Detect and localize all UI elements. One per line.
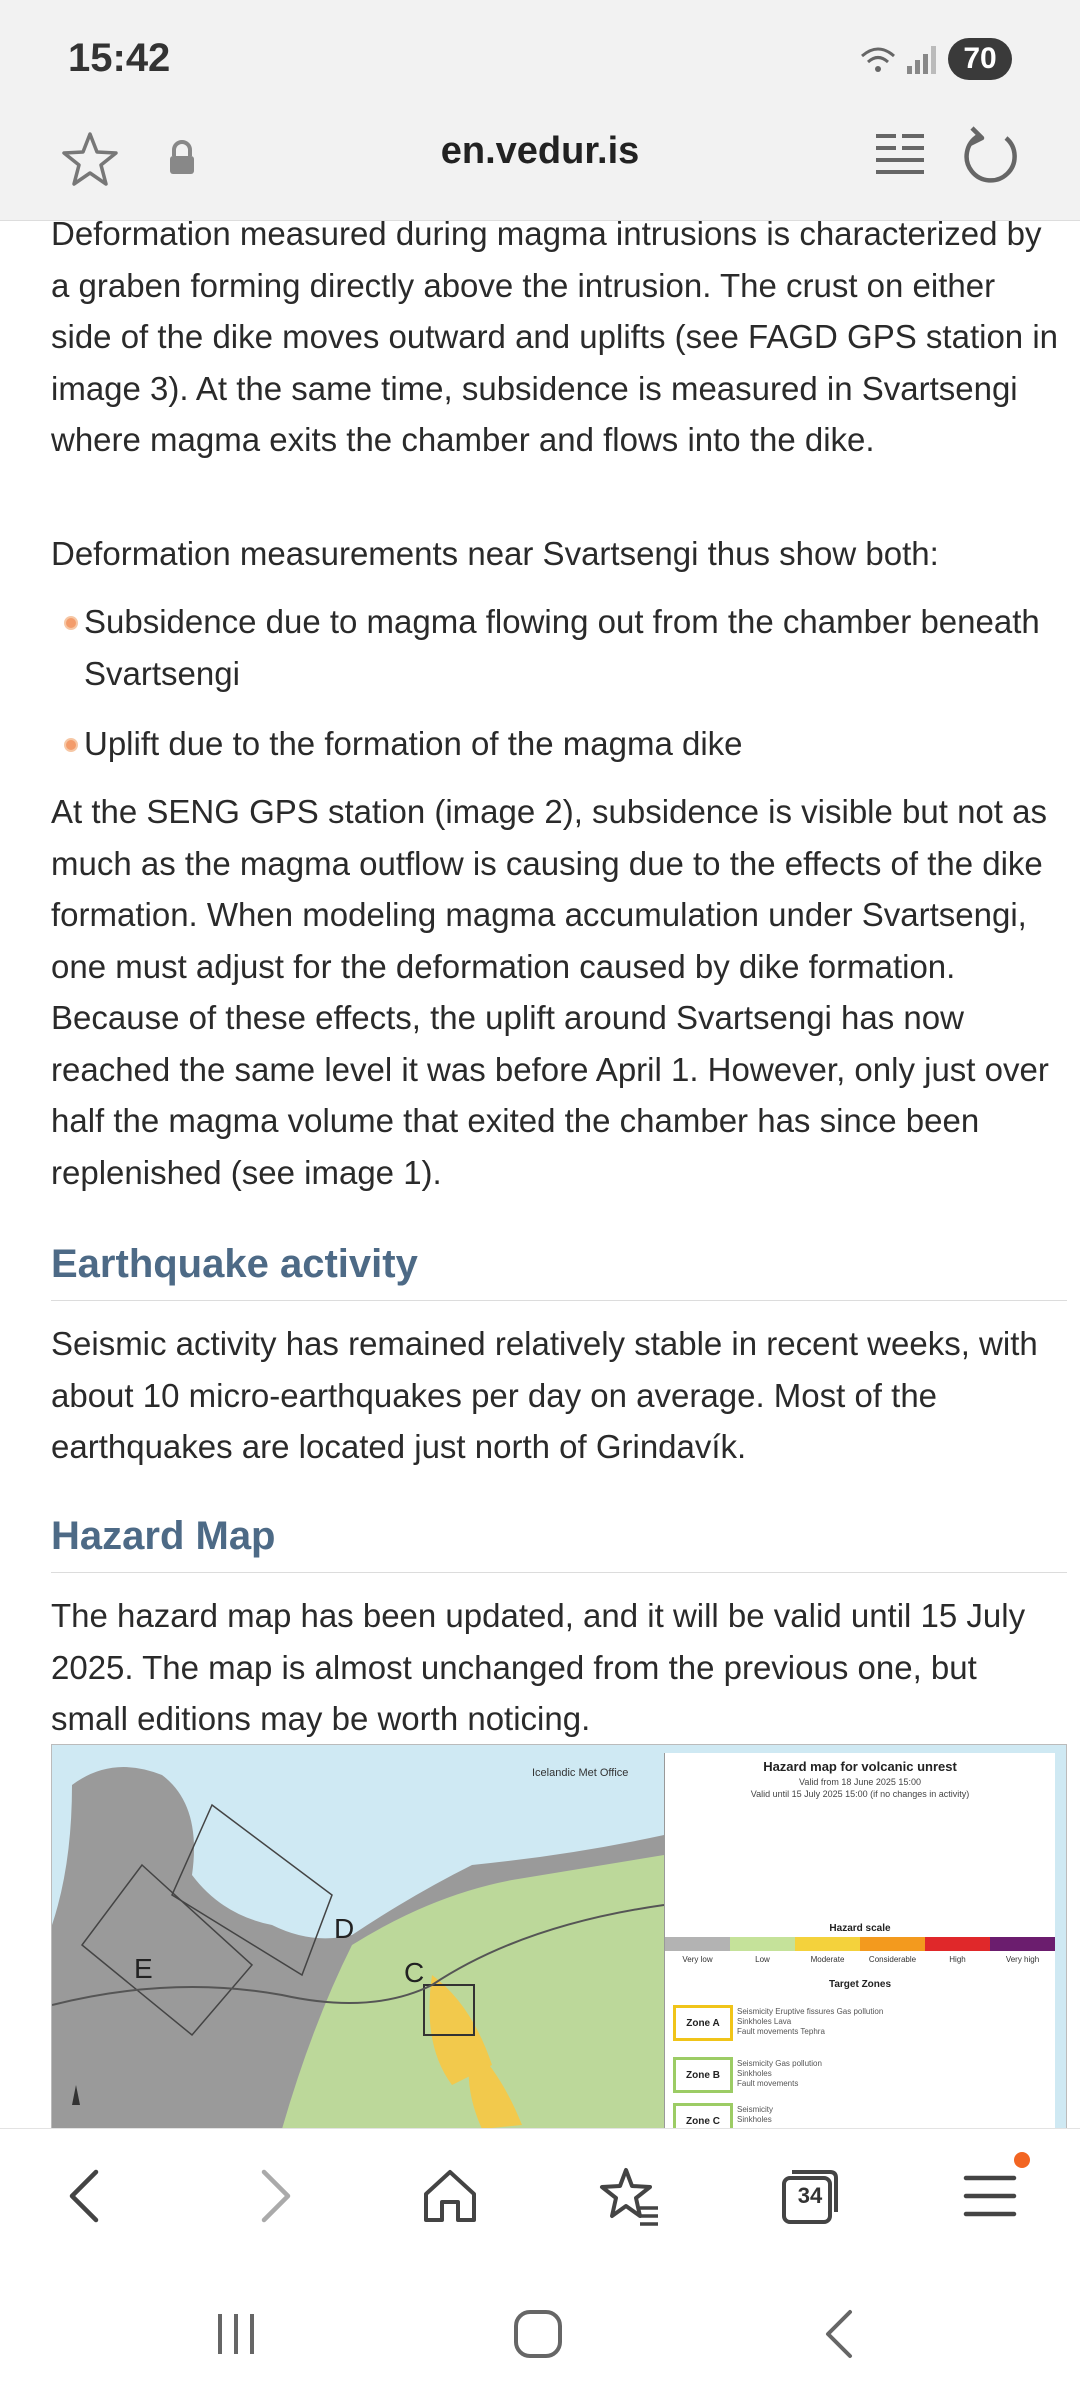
map-label-c: C: [404, 1957, 425, 1988]
home-nav-icon[interactable]: [508, 2304, 568, 2364]
back-icon[interactable]: [56, 2164, 120, 2228]
hazard-scale-label: High: [949, 1955, 966, 1964]
hazard-scale-label: Moderate: [810, 1955, 845, 1964]
zone-a-box: Zone A: [673, 2005, 733, 2041]
zone-c-text: Seismicity Sinkholes: [737, 2105, 774, 2124]
lock-icon[interactable]: [162, 138, 202, 178]
signal-icon: [905, 42, 941, 76]
paragraph-seismic: Seismic activity has remained relatively stable in recent weeks, with about 10 micro-earthquakes per day on average. Most of the earthquakes are located just north of Grindavík.: [51, 1325, 1038, 1465]
zone-b-text: Seismicity Gas pollution Sinkholes Fault movements: [737, 2059, 822, 2088]
tabs-count: 34: [797, 2183, 823, 2208]
hazard-scale-label: Low: [755, 1955, 770, 1964]
heading-divider: [51, 1300, 1067, 1301]
zone-c-box: Zone C: [673, 2103, 733, 2128]
bookmarks-icon[interactable]: [598, 2164, 662, 2228]
list-item: Uplift due to the formation of the magma dike: [84, 718, 1044, 770]
url-field[interactable]: en.vedur.is: [440, 130, 640, 172]
hazard-scale-low: [730, 1937, 795, 1951]
wifi-icon: [858, 42, 898, 76]
hazard-map-image[interactable]: [51, 1744, 1067, 2128]
hazard-scale-very-high: [990, 1937, 1055, 1951]
hazard-scale-considerable: [860, 1937, 925, 1951]
hazard-scale-label: Very low: [682, 1955, 713, 1964]
menu-icon[interactable]: [958, 2164, 1022, 2228]
menu-notification-badge: [1014, 2152, 1030, 2168]
hazard-scale-title: Hazard scale: [829, 1923, 891, 1934]
tabs-button[interactable]: [778, 2164, 842, 2228]
map-valid-from: Valid from 18 June 2025 15:00: [799, 1777, 921, 1787]
heading-earthquake-activity: Earthquake activity: [51, 1242, 418, 1286]
map-terrain: [52, 1745, 664, 2128]
browser-toolbar: [0, 2128, 1080, 2269]
recent-apps-icon[interactable]: [206, 2304, 266, 2364]
hazard-scale-high: [925, 1937, 990, 1951]
zone-a-text: Seismicity Eruptive fissures Gas pollution Sinkholes Lava Fault movements Tephra: [737, 2007, 884, 2036]
reader-mode-icon[interactable]: [872, 126, 928, 182]
hazard-scale-moderate: [795, 1937, 860, 1951]
bookmark-star-icon[interactable]: [58, 128, 122, 192]
reload-icon[interactable]: [958, 124, 1022, 188]
paragraph-seng-station: At the SENG GPS station (image 2), subsidence is visible but not as much as the magma outflow is causing due to the effects of the dike formation. When modeling magma accumulation under Svartsengi, one must adjust for the deformation caused by dike formation. Because of these effects, the uplift around Svartsengi has now reached the same level it was before April 1. However, only just over half the magma volume that exited the chamber has since been replenished (see image 1).: [51, 793, 1049, 1191]
battery-icon: 70: [948, 38, 1012, 80]
back-nav-icon[interactable]: [810, 2304, 870, 2364]
forward-icon[interactable]: [240, 2164, 304, 2228]
hazard-scale-very-low: [665, 1937, 730, 1951]
paragraph-deformation: Deformation measured during magma intrusions is characterized by a graben forming directly above the intrusion. The crust on either side of the dike moves outward and uplifts (see FAGD GPS station in image 3). At the same time, subsidence is measured in Svartsengi where magma exits the chamber and flows into the dike.: [51, 220, 1058, 458]
map-logo: Icelandic Met Office: [532, 1767, 629, 1779]
map-label-d: D: [334, 1913, 355, 1944]
hazard-scale-label: Considerable: [868, 1955, 917, 1964]
map-valid-until: Valid until 15 July 2025 15:00 (if no changes in activity): [750, 1789, 970, 1799]
bullet-icon: [64, 738, 78, 752]
map-title: Hazard map for volcanic unrest: [763, 1759, 957, 1774]
paragraph-hazard-map: The hazard map has been updated, and it will be valid until 15 July 2025. The map is almost unchanged from the previous one, but small editions may be worth noticing.: [51, 1597, 1026, 1737]
bullet-icon: [64, 616, 78, 630]
map-legend: [664, 1753, 1055, 2128]
list-item: Subsidence due to magma flowing out from the chamber beneath Svartsengi: [84, 596, 1044, 699]
heading-hazard-map: Hazard Map: [51, 1514, 276, 1558]
status-time: 15:42: [68, 36, 171, 80]
target-zones-title: Target Zones: [828, 1979, 892, 1990]
map-label-e: E: [134, 1953, 153, 1984]
home-icon[interactable]: [418, 2164, 482, 2228]
zone-b-box: Zone B: [673, 2057, 733, 2093]
hazard-scale-label: Very high: [1005, 1955, 1040, 1964]
page-content: [0, 220, 1080, 2128]
heading-divider: [51, 1572, 1067, 1573]
paragraph-measurements: Deformation measurements near Svartsengi thus show both:: [51, 535, 939, 572]
